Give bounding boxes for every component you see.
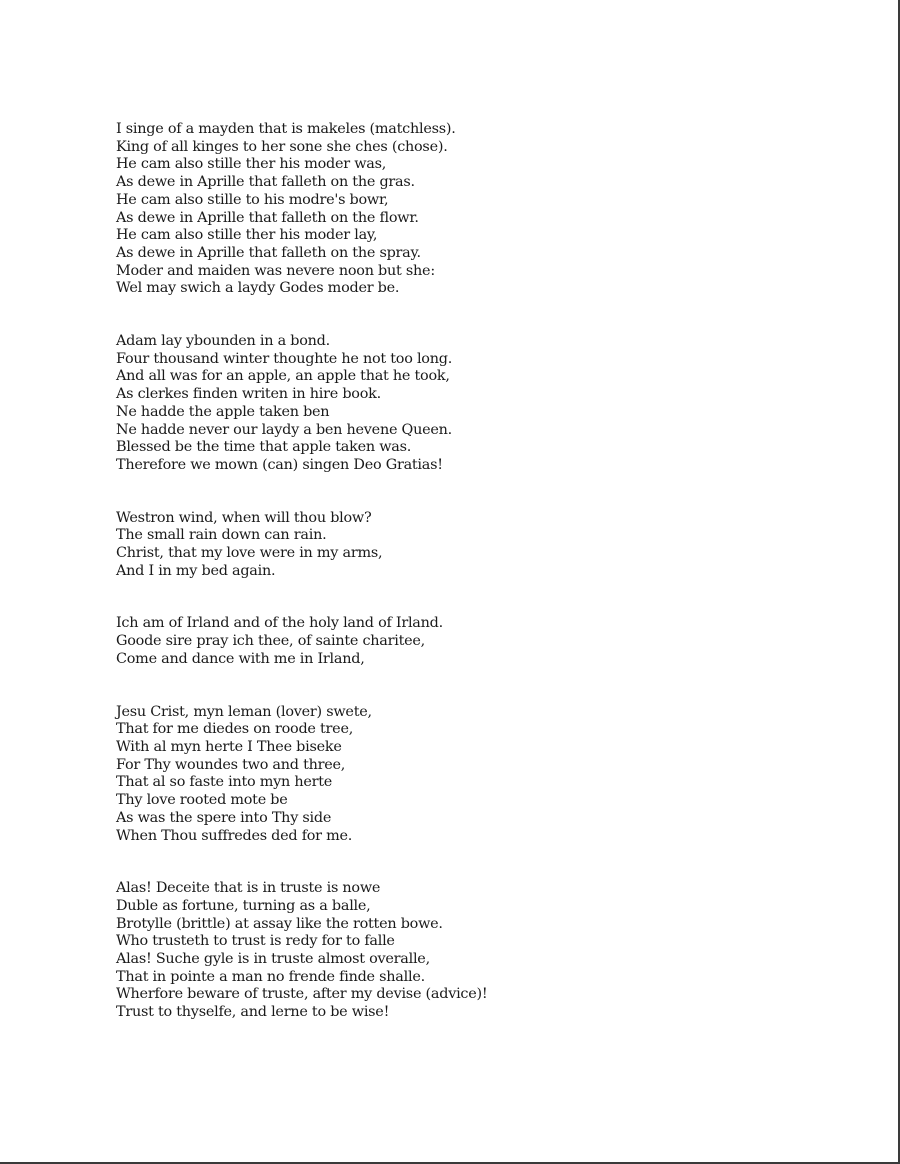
poem-line: Trust to thyselfe, and lerne to be wise! <box>116 1004 390 1021</box>
poem-line: Moder and maiden was nevere noon but she: <box>116 262 435 279</box>
poem-line: As dewe in Aprille that falleth on the gras. <box>116 174 415 191</box>
poem-adam-lay-ybounden <box>116 333 716 475</box>
poem-line: Duble as fortune, turning as a balle, <box>116 897 371 914</box>
poem-line: King of all kinges to her sone she ches (chose). <box>116 138 448 155</box>
poem-line: Who trusteth to trust is redy for to falle <box>116 933 395 950</box>
poem-line: Wherfore beware of truste, after my devise (advice)! <box>116 986 488 1003</box>
poem-i-singe-of-a-mayden <box>116 121 716 298</box>
poem-line: With al myn herte I Thee biseke <box>116 738 342 755</box>
poem-line: Alas! Suche gyle is in truste almost overalle, <box>116 951 430 968</box>
poem-line: Therefore we mown (can) singen Deo Gratias! <box>116 456 443 473</box>
poem-line: Ne hadde never our laydy a ben hevene Queen. <box>116 421 452 438</box>
poem-line: Ich am of Irland and of the holy land of Irland. <box>116 615 443 632</box>
poem-line: Westron wind, when will thou blow? <box>116 509 372 526</box>
poem-line: He cam also stille ther his moder was, <box>116 156 387 173</box>
poem-line: Brotylle (brittle) at assay like the rotten bowe. <box>116 915 443 932</box>
poem-line: Come and dance with me in Irland, <box>116 650 365 667</box>
poem-line: Alas! Deceite that is in truste is nowe <box>116 880 381 897</box>
poem-line: That for me diedes on roode tree, <box>116 721 354 738</box>
poem-line: Goode sire pray ich thee, of sainte charitee, <box>116 633 425 650</box>
poem-collection <box>116 121 716 1057</box>
poem-line: I singe of a mayden that is makeles (matchless). <box>116 121 456 137</box>
poem-line: Wel may swich a laydy Godes moder be. <box>116 280 400 297</box>
poem-line: He cam also stille ther his moder lay, <box>116 227 378 244</box>
poem-line: The small rain down can rain. <box>116 527 327 544</box>
poem-line: Christ, that my love were in my arms, <box>116 545 383 562</box>
poem-line: That in pointe a man no frende finde shalle. <box>116 968 425 985</box>
poem-line: Thy love rooted mote be <box>116 792 288 809</box>
poem-alas-deceite <box>116 880 716 1022</box>
poem-ich-am-of-irland <box>116 615 716 668</box>
poem-line: As dewe in Aprille that falleth on the spray. <box>116 244 421 261</box>
poem-westron-wind <box>116 510 716 581</box>
poem-line: Ne hadde the apple taken ben <box>116 403 330 420</box>
poem-line: Jesu Crist, myn leman (lover) swete, <box>116 703 372 720</box>
poem-line: Four thousand winter thoughte he not too long. <box>116 350 453 367</box>
poem-jesu-crist <box>116 704 716 846</box>
poem-line: As dewe in Aprille that falleth on the flowr. <box>116 209 419 226</box>
poem-line: That al so faste into myn herte <box>116 774 333 791</box>
poem-line: Adam lay ybounden in a bond. <box>116 333 330 350</box>
poem-line: And all was for an apple, an apple that he took, <box>116 368 450 385</box>
poem-line: And I in my bed again. <box>116 562 276 579</box>
poem-line: For Thy woundes two and three, <box>116 756 346 773</box>
poem-line: He cam also stille to his modre's bowr, <box>116 191 389 208</box>
poem-line: As was the spere into Thy side <box>116 809 332 826</box>
poem-line: Blessed be the time that apple taken was. <box>116 439 412 456</box>
poem-line: When Thou suffredes ded for me. <box>116 827 353 844</box>
poem-line: As clerkes finden writen in hire book. <box>116 386 381 403</box>
